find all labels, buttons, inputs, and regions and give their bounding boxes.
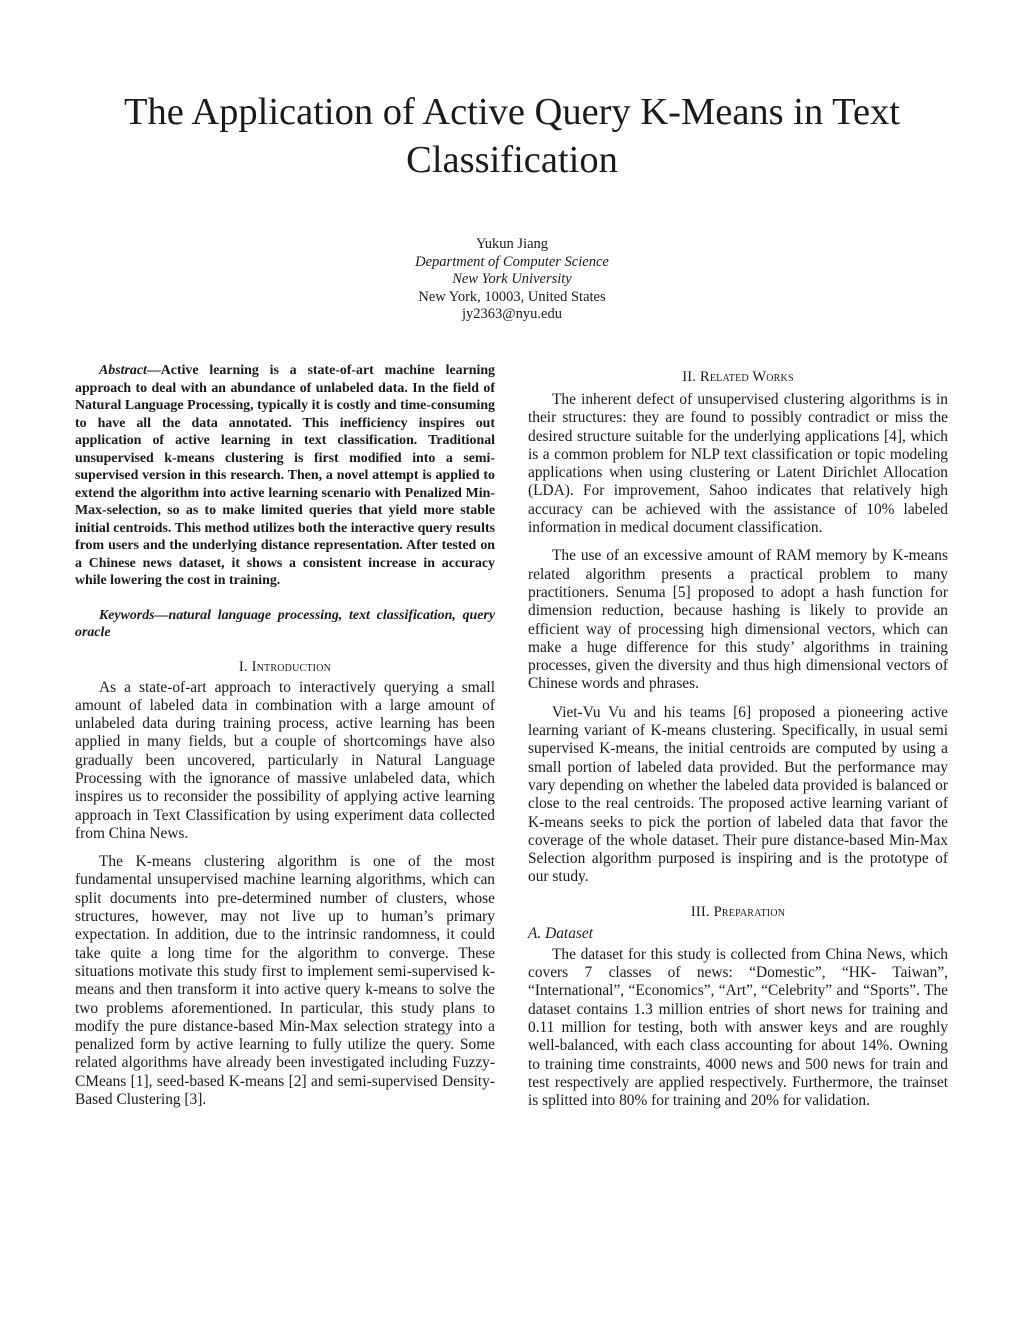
- author-institution: New York University: [452, 271, 572, 287]
- section-heading-introduction: [75, 658, 495, 676]
- section-title: Introduction: [251, 658, 332, 675]
- section-title: Preparation: [713, 903, 786, 920]
- section-heading-preparation: [528, 903, 948, 921]
- abstract-label: Abstract: [99, 363, 147, 378]
- author-address: New York, 10003, United States: [418, 288, 606, 305]
- related-paragraph-3: Viet-Vu Vu and his teams [6] proposed a pioneering active learning variant of K-means clustering. Specifically, in usual semi supervised K-means, the initial centroids are computed by using a small portion of labeled data provided. But the performance may vary depending on whether the labeled data provided is balanced or close to the real centroids. The proposed active learning variant of K-means seeks to pick the portion of labeled data that favor the coverage of the whole dataset. Their pure distance-based Min-Max Selection algorithm purposed is inspiring and is the prototype of our study.: [528, 703, 948, 886]
- abstract: [75, 362, 495, 590]
- intro-paragraph-2: The K-means clustering algorithm is one of the most fundamental unsupervised machine learning algorithms, which can split documents into pre-determined number of clusters, whose structures, however, may not live up to human’s primary expectation. In addition, due to the intrinsic randomness, it could take quite a long time for the algorithm to converge. These situations motivate this study first to implement semi-supervised k-means and then transform it into active query k-means to solve the two problems aforementioned. In particular, this study plans to modify the pure distance-based Min-Max selection strategy into a penalized form by active learning to fully utilize the query. Some related algorithms have already been investigated including Fuzzy-CMeans [1], seed-based K-means [2] and semi-supervised Density-Based Clustering [3].: [75, 853, 495, 1109]
- section-title: Related Works: [699, 369, 794, 385]
- related-paragraph-1: The inherent defect of unsupervised clustering algorithms is in their structures: they are found to possibly contradict or miss the desired structure suitable for the underlying applications [4], which is a common problem for NLP text classification or topic modeling applications when using clustering or Latent Dirichlet Allocation (LDA). For improvement, Sahoo indicates that relatively high accuracy can be achieved with the assistance of 10% labeled information in medical document classification.: [528, 391, 948, 537]
- subsection-heading-dataset: [528, 925, 948, 943]
- subsection-label: A.: [528, 924, 542, 942]
- section-number: II.: [682, 369, 697, 385]
- subsection-title: Dataset: [545, 924, 593, 942]
- keywords-text: natural language processing, text classification, query oracle: [75, 607, 495, 640]
- author-name: Yukun Jiang: [475, 236, 549, 252]
- related-paragraph-2: The use of an excessive amount of RAM memory by K-means related algorithm presents a practical problem to many practitioners. Senuma [5] proposed to adopt a hash function for dimension reduction, because hashing is likely to provide an efficient way of processing high dimensional vectors, which can make a huge difference for this study’ algorithms in training processes, given the diversity and thus high dimensional vectors of Chinese words and phrases.: [528, 547, 948, 693]
- abstract-dash: —: [146, 363, 161, 378]
- dataset-paragraph-1: The dataset for this study is collected from China News, which covers 7 classes of news: “Domestic”, “HK- Taiwan”, “International”, “Economics”, “Art”, “Celebrity” and “Sports”. The dataset contains 1.3 million entries of short news for training and 0.11 million for testing, both with answer keys and are roughly well-balanced, with each class accounting for about 14%. Owning to training time constraints, 4000 news and 500 news for train and test respectively are applied respectively. Furthermore, the trainset is splitted into 80% for training and 20% for validation.: [528, 945, 948, 1110]
- author-department: Department of Computer Science: [415, 253, 609, 270]
- right-column: [528, 368, 948, 1110]
- section-heading-related-works: [528, 368, 948, 386]
- intro-paragraph-1: As a state-of-art approach to interactively querying a small amount of labeled data in combination with a large amount of unlabeled data during training process, active learning has been applied in many fields, but a couple of shortcomings have also gradually been uncovered, particularly in Natural Language Processing with the ignorance of massive unlabeled data, which inspires us to reconsider the possibility of applying active learning approach in Text Classification by using experiment data collected from China News.: [75, 678, 495, 842]
- section-number: I.: [238, 658, 248, 675]
- paper-title: The Application of Active Query K-Means in Text Classification: [123, 91, 901, 181]
- author-block: [300, 236, 724, 324]
- keywords-label: Keywords: [99, 607, 155, 623]
- abstract-text: Active learning is a state-of-art machine learning approach to deal with an abundance of unlabeled data. In the field of Natural Language Processing, typically it is costly and time-consuming to have all the data annotated. This inefficiency inspires out application of active learning in text classification. Traditional unsupervised k-means clustering is first modified into a semi-supervised version in this research. Then, a novel attempt is applied to extend the algorithm into active learning scenario with Penalized Min-Max-selection, so as to make limited queries that yield more stable initial centroids. This method utilizes both the interactive query results from users and the underlying distance representation. After tested on a Chinese news dataset, it shows a consistent increase in accuracy while lowering the cost in training.: [75, 363, 495, 588]
- section-number: III.: [690, 903, 710, 920]
- left-column: [75, 362, 495, 1109]
- keywords: [75, 607, 495, 642]
- author-email: jy2363@nyu.edu: [462, 306, 562, 322]
- keywords-dash: —: [154, 607, 169, 623]
